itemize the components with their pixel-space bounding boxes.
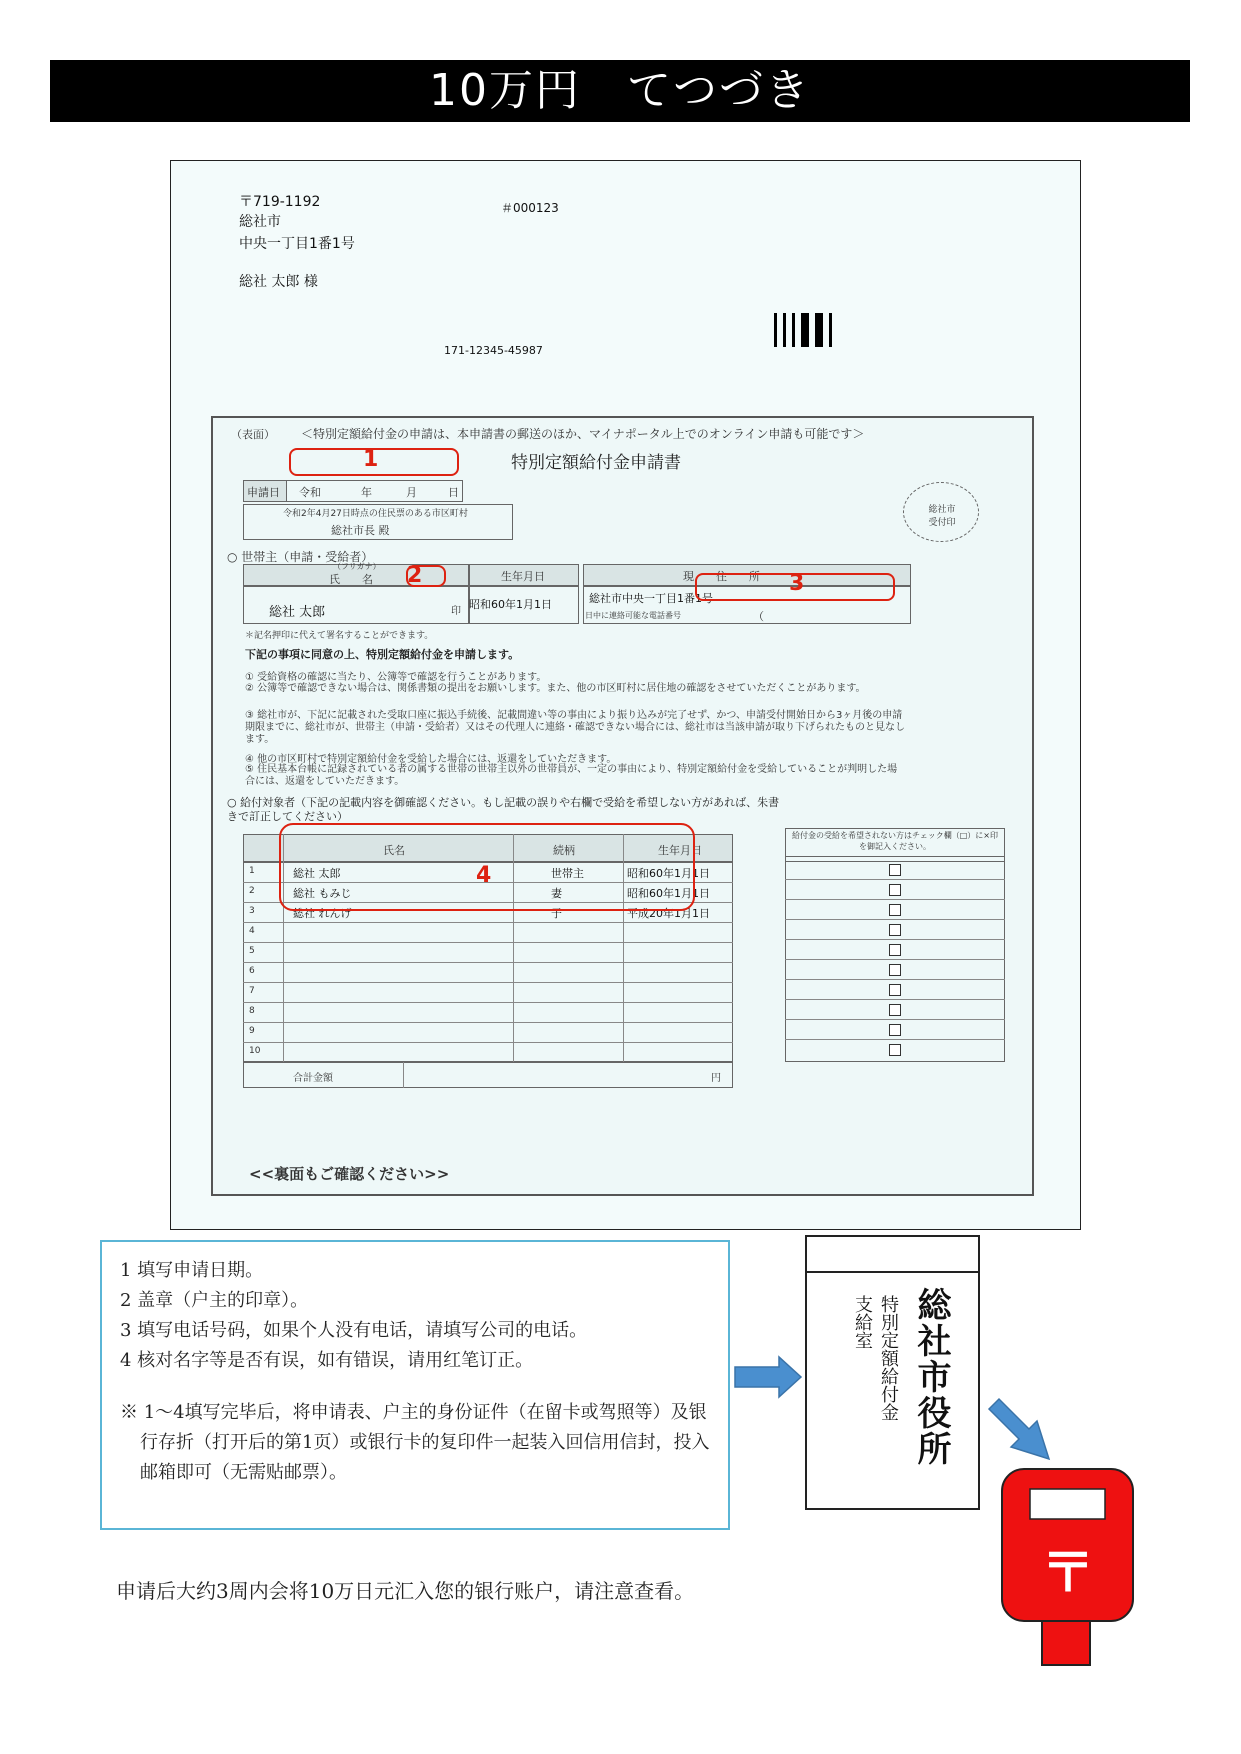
- instructions-box: [100, 1240, 730, 1530]
- table-row-divider: [243, 982, 733, 983]
- row-number: 6: [249, 966, 255, 976]
- optout-row-divider: [785, 959, 1005, 960]
- seal-mark: 印: [451, 606, 461, 617]
- optout-checkbox[interactable]: [889, 864, 901, 876]
- optout-row-divider: [785, 899, 1005, 900]
- date-day: 日: [448, 486, 459, 499]
- row-number: 2: [249, 886, 255, 896]
- yen-label: 円: [711, 1073, 721, 1084]
- table-row-divider: [243, 1022, 733, 1023]
- application-sheet: [211, 416, 1034, 1196]
- step-4: 4 核对名字等是否有误，如有错误，请用红笔订正。: [120, 1350, 534, 1371]
- serial-number: ＃000123: [501, 201, 559, 215]
- clause-5: ⑤ 住民基本台帳に記録されている者の属する世帯の世帯主以外の世帯員が、一定の事由により、特別定額給付金を受給していることが判明した場合には、返還をしていただきます。: [245, 764, 898, 787]
- optout-row-divider: [785, 939, 1005, 940]
- table-row-divider: [243, 962, 733, 963]
- postbox-symbol: 〒: [1041, 1541, 1095, 1604]
- row-name: 総社 れんげ: [293, 907, 352, 920]
- row-birth: 昭和60年1月1日: [627, 887, 710, 900]
- arrow-down-right-icon: [985, 1395, 1055, 1465]
- row-relation: 妻: [551, 887, 562, 900]
- reception-stamp-text: 総社市受付印: [928, 505, 956, 528]
- marker-1: 1: [363, 447, 379, 472]
- row-number: 9: [249, 1026, 255, 1036]
- optout-checkbox[interactable]: [889, 924, 901, 936]
- envelope-dept-2: 支給室: [852, 1295, 873, 1349]
- application-form-image: [170, 160, 1081, 1230]
- agreement-text: 下記の事項に同意の上、特別定額給付金を申請します。: [245, 648, 520, 661]
- step-2: 2 盖章（户主的印章）。: [120, 1290, 309, 1311]
- optout-checkbox[interactable]: [889, 1044, 901, 1056]
- daytime-phone-label: 日中に連絡可能な電話番号: [585, 611, 681, 620]
- address-street: 中央一丁目1番1号: [239, 236, 355, 252]
- instructions-note: ※ 1～4填写完毕后，将申请表、户主的身份证件（在留卡或驾照等）及银行存折（打开后的第1页）或银行卡的复印件一起装入回信用信封，投入邮箱即可（无需贴邮票）。: [120, 1402, 710, 1483]
- phone-paren: （: [753, 610, 764, 623]
- step-1: 1 填写申请日期。: [120, 1260, 264, 1281]
- optout-checkbox[interactable]: [889, 904, 901, 916]
- date-year: 年: [361, 486, 372, 499]
- optout-row-divider: [785, 919, 1005, 920]
- optout-row-divider: [785, 879, 1005, 880]
- head-birth: 昭和60年1月1日: [469, 598, 552, 611]
- clause-4: ④ 他の市区町村で特別定額給付金を受給した場合には、返還をしていただきます。: [245, 754, 617, 765]
- col-birth-header: 生年月日: [658, 844, 702, 857]
- step-3: 3 填写电话号码，如果个人没有电话，请填写公司的电话。: [120, 1320, 588, 1341]
- postal-code: 〒719-1192: [239, 194, 321, 210]
- page-title: 10万円 てつづき: [50, 60, 1190, 122]
- row-name: 総社 もみじ: [293, 887, 352, 900]
- arrow-right-icon: [733, 1355, 803, 1399]
- table-row-divider: [243, 1042, 733, 1043]
- return-envelope: [805, 1235, 980, 1510]
- furigana-label: （フリガナ）: [333, 562, 381, 571]
- optout-row-divider: [785, 1039, 1005, 1040]
- head-name: 総社 太郎: [269, 605, 326, 620]
- footer-note: 申请后大约3周内会将10万日元汇入您的银行账户，请注意查看。: [116, 1579, 695, 1603]
- optout-row-divider: [785, 979, 1005, 980]
- envelope-dept-1: 特別定額給付金: [878, 1295, 899, 1421]
- optout-checkbox[interactable]: [889, 1004, 901, 1016]
- head-section: ○ 世帯主（申請・受給者）: [227, 550, 374, 564]
- col-optout-header: 給付金の受給を希望されない方はチェック欄（□）に×印を御記入ください。: [791, 831, 999, 851]
- recipients-section: ○ 給付対象者（下記の記載内容を御確認ください。もし記載の誤りや右欄で受給を希望しない方があれば、朱書きで訂正してください）: [227, 796, 780, 823]
- addressee: 総社市長 殿: [331, 524, 390, 537]
- back-note: <<裏面もご確認ください>>: [249, 1165, 450, 1183]
- marker-4: 4: [476, 863, 492, 888]
- recipient-name: 総社 太郎 様: [239, 274, 318, 290]
- clause-1: ① 受給資格の確認に当たり、公簿等で確認を行うことがあります。: [245, 672, 547, 683]
- marker-2: 2: [407, 563, 423, 588]
- row-number: 3: [249, 906, 255, 916]
- row-number: 5: [249, 946, 255, 956]
- total-label: 合計金額: [293, 1073, 333, 1084]
- col-relation-header: 続柄: [553, 844, 575, 857]
- row-number: 4: [249, 926, 255, 936]
- registry-note: 令和2年4月27日時点の住民票のある市区町村: [283, 509, 468, 519]
- optout-checkbox[interactable]: [889, 944, 901, 956]
- date-label: 申請日: [247, 486, 280, 499]
- clause-3: ③ 総社市が、下記に記載された受取口座に振込手続後、記載間違い等の事由により振り込みが完了せず、かつ、申請受付開始日から3ヶ月後の申請期限までに、総社市が、世帯主（申請・受給者）又はその代理人に連絡・確認できない場合には、総社市は当該申請が取り下げられたものと見なします。: [245, 710, 905, 745]
- row-number: 1: [249, 866, 255, 876]
- table-row-divider: [243, 1002, 733, 1003]
- optout-checkbox[interactable]: [889, 884, 901, 896]
- optout-checkbox[interactable]: [889, 984, 901, 996]
- row-number: 7: [249, 986, 255, 996]
- signature-note: ＊記名押印に代えて署名することができます。: [245, 631, 434, 641]
- marker-3: 3: [789, 571, 805, 596]
- form-title: 特別定額給付金申請書: [511, 453, 681, 473]
- total-divider: [403, 1062, 404, 1088]
- head-address: 総社市中央一丁目1番1号: [589, 592, 713, 605]
- address-city: 総社市: [239, 214, 281, 230]
- optout-checkbox[interactable]: [889, 964, 901, 976]
- side-tag: （表面）: [231, 428, 275, 441]
- row-number: 10: [249, 1046, 261, 1056]
- row-relation: 子: [551, 907, 562, 920]
- optout-row-divider: [785, 999, 1005, 1000]
- table-row-divider: [243, 942, 733, 943]
- row-name: 総社 太郎: [293, 867, 341, 880]
- name-label: 氏 名: [329, 573, 373, 586]
- row-birth: 昭和60年1月1日: [627, 867, 710, 880]
- table-row-divider: [243, 922, 733, 923]
- date-era: 令和: [299, 486, 321, 499]
- birth-label: 生年月日: [501, 570, 545, 583]
- date-month: 月: [406, 486, 417, 499]
- envelope-office: 総社市役所: [911, 1287, 951, 1467]
- optout-row-divider: [785, 1019, 1005, 1020]
- row-relation: 世帯主: [551, 867, 584, 880]
- reference-number: 171-12345-45987: [444, 344, 543, 357]
- barcode: [774, 313, 832, 347]
- address-label: 現 住 所: [683, 570, 760, 583]
- row-number: 8: [249, 1006, 255, 1016]
- clause-2: ② 公簿等で確認できない場合は、関係書類の提出をお願いします。また、他の市区町村に居住地の確認をさせていただくことがあります。: [245, 683, 866, 694]
- online-note: ＜特別定額給付金の申請は、本申請書の郵送のほか、マイナポータル上でのオンライン申請も可能です＞: [301, 427, 865, 441]
- optout-checkbox[interactable]: [889, 1024, 901, 1036]
- row-birth: 平成20年1月1日: [627, 907, 710, 920]
- col-name-header: 氏名: [383, 844, 405, 857]
- envelope-flap: [807, 1237, 978, 1273]
